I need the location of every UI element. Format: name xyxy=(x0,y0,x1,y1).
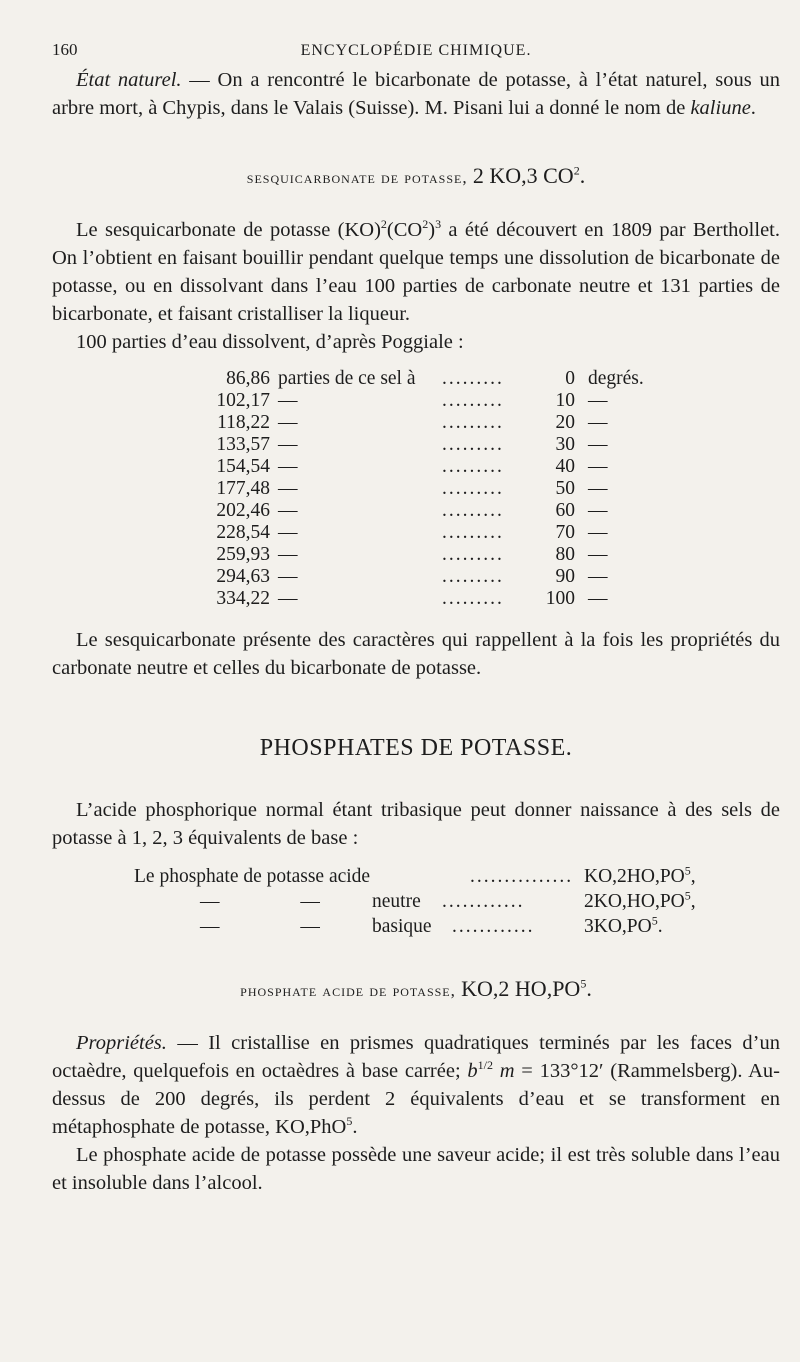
ditto-dashes: — — xyxy=(200,891,358,912)
running-header xyxy=(52,36,780,66)
temperature-unit: — xyxy=(588,522,608,543)
formula-main: 2KO,HO,PO xyxy=(584,891,685,912)
solubility-value: 177,48 xyxy=(216,478,270,499)
acide-formula-main: KO,2 HO,PO xyxy=(461,976,581,1001)
temperature-unit: — xyxy=(588,390,608,411)
phosphates-heading: PHOSPHATES DE POTASSE. xyxy=(259,735,573,761)
sesqui-p1-sup3: 3 xyxy=(435,217,442,232)
leader-dots: ......... xyxy=(442,368,504,389)
temperature-unit: — xyxy=(588,412,608,433)
temperature-unit: — xyxy=(588,434,608,455)
page-number: 160 xyxy=(52,40,78,59)
kaliune-name: kaliune xyxy=(690,97,751,119)
table-row xyxy=(52,500,780,522)
sesqui-p1-c: ) xyxy=(428,219,436,241)
sesqui-paragraph-2: 100 parties d’eau dissolvent, d’après Poggiale : xyxy=(76,331,464,353)
solubility-label: — xyxy=(278,566,298,587)
table-row xyxy=(52,434,780,456)
phosphate-acide-heading xyxy=(52,975,780,1005)
leader-dots: ............... xyxy=(470,866,574,887)
sesqui-title-text: sesquicarbonate de potasse, xyxy=(246,168,473,187)
leader-dots: ......... xyxy=(442,500,504,521)
etat-end: . xyxy=(750,97,756,119)
solubility-label: — xyxy=(278,478,298,499)
temperature-value: 10 xyxy=(555,390,575,411)
temperature-value: 100 xyxy=(545,588,575,609)
solubility-value: 102,17 xyxy=(216,390,270,411)
table-row xyxy=(52,368,780,390)
acide-formula xyxy=(461,976,592,1001)
solubility-label: — xyxy=(278,456,298,477)
acide-paragraph-2: Le phosphate acide de potasse possède une saveur acide; il est très soluble dans l’eau et insoluble dans l’alcool. xyxy=(52,1144,780,1194)
leader-dots: ......... xyxy=(442,434,504,455)
solubility-label: — xyxy=(278,500,298,521)
acide-title-text: phosphate acide de potasse, xyxy=(240,981,462,1000)
temperature-unit: — xyxy=(588,544,608,565)
acide-p1-sup: 1/2 xyxy=(477,1058,493,1073)
temperature-value: 90 xyxy=(555,566,575,587)
leader-dots: ............ xyxy=(442,891,525,912)
formula-main: KO,2HO,PO xyxy=(584,866,685,887)
temperature-unit: — xyxy=(588,566,608,587)
etat-label: État naturel. xyxy=(76,69,182,91)
sesqui-p1-d: a été découvert en 1809 par Berthollet. On l’obtient en faisant bouillir pendant quelque temps une dissolution de bicarbonate de potasse, ou en dissolvant dans l’eau 100 parties de carbonate neutre et 131 parties de bicarbonate, et faisant cristalliser la liqueur. xyxy=(52,219,780,325)
acide-formula-sup: 5 xyxy=(580,976,587,991)
solubility-value: 133,57 xyxy=(216,434,270,455)
leader-dots: ......... xyxy=(442,478,504,499)
solubility-label: — xyxy=(278,434,298,455)
leader-dots: ......... xyxy=(442,544,504,565)
etat-naturel-paragraph xyxy=(52,66,780,122)
solubility-value: 202,46 xyxy=(216,500,270,521)
solubility-value: 118,22 xyxy=(217,412,270,433)
leader-dots: ......... xyxy=(442,390,504,411)
acide-p1-sup2: 5 xyxy=(346,1114,353,1129)
leader-dots: ......... xyxy=(442,456,504,477)
solubility-label: — xyxy=(278,412,298,433)
sesquicarbonate-heading xyxy=(52,162,780,192)
formula-sup: 5 xyxy=(651,913,658,928)
temperature-unit: — xyxy=(588,478,608,499)
solubility-label: — xyxy=(278,390,298,411)
phosphates-table xyxy=(52,863,780,941)
solubility-label: — xyxy=(278,544,298,565)
leader-dots: ......... xyxy=(442,412,504,433)
temperature-unit: — xyxy=(588,456,608,477)
table-row xyxy=(52,522,780,544)
temperature-unit: — xyxy=(588,500,608,521)
sesqui-formula-end: . xyxy=(579,163,586,188)
table-row xyxy=(52,456,780,478)
formula-end: , xyxy=(690,891,696,912)
formula-end: , xyxy=(690,866,696,887)
sesqui-p1-sup1: 2 xyxy=(380,217,387,232)
table-row xyxy=(52,566,780,588)
proprietes-label: Propriétés. xyxy=(76,1032,167,1054)
sesqui-formula-sup: 2 xyxy=(573,163,580,178)
temperature-value: 70 xyxy=(555,522,575,543)
solubility-value: 259,93 xyxy=(216,544,270,565)
formula-sup: 5 xyxy=(684,863,691,878)
solubility-label: — xyxy=(278,588,298,609)
sesqui-paragraph-1 xyxy=(52,216,780,328)
temperature-value: 80 xyxy=(555,544,575,565)
temperature-value: 20 xyxy=(555,412,575,433)
phosphate-formula xyxy=(584,863,696,888)
table-row xyxy=(52,544,780,566)
sesqui-formula xyxy=(473,163,585,188)
ditto-dashes: — — xyxy=(200,916,358,937)
phosphate-formula xyxy=(584,888,696,913)
leader-dots: ......... xyxy=(442,588,504,609)
acide-p1-d: = 133°12′ (Rammelsberg). Au-dessus de 200 degrés, ils perdent 2 équivalents d’eau et se transforment en métaphosphate de potasse, KO,PhO xyxy=(52,1060,781,1138)
solubility-value: 294,63 xyxy=(216,566,270,587)
phosphate-row xyxy=(52,913,780,941)
sesqui-p1-b: (CO xyxy=(386,219,423,241)
formula-sup: 5 xyxy=(684,888,691,903)
solubility-label: — xyxy=(278,522,298,543)
solubility-value: 86,86 xyxy=(226,368,270,389)
phosphate-row xyxy=(52,888,780,916)
table-row xyxy=(52,588,780,610)
temperature-value: 40 xyxy=(555,456,575,477)
solubility-value: 154,54 xyxy=(216,456,270,477)
sesqui-paragraph-3: Le sesquicarbonate présente des caractères qui rappellent à la fois les propriétés du carbonate neutre et celles du bicarbonate de potasse. xyxy=(52,629,780,679)
proprietes-paragraph xyxy=(52,1029,780,1141)
solubility-table xyxy=(52,368,780,610)
page xyxy=(52,36,780,1197)
acide-p1-c: m xyxy=(492,1060,515,1082)
phosphates-intro: L’acide phosphorique normal étant tribasique peut donner naissance à des sels de potasse à 1, 2, 3 équivalents de base : xyxy=(52,799,780,849)
leader-dots: ......... xyxy=(442,566,504,587)
leader-dots: ......... xyxy=(442,522,504,543)
sesqui-p1-a: Le sesquicarbonate de potasse (KO) xyxy=(76,219,381,241)
sesqui-p1-sup2: 2 xyxy=(422,217,429,232)
phosphate-label: Le phosphate de potasse acide xyxy=(134,866,371,887)
leader-dots: ............ xyxy=(452,916,535,937)
temperature-value: 30 xyxy=(555,434,575,455)
temperature-unit: degrés. xyxy=(588,368,644,389)
temperature-value: 60 xyxy=(555,500,575,521)
solubility-label: parties de ce sel à xyxy=(278,368,416,389)
table-row xyxy=(52,412,780,434)
running-title: ENCYCLOPÉDIE CHIMIQUE. xyxy=(300,42,532,59)
sesqui-formula-main: 2 KO,3 CO xyxy=(472,163,574,188)
phosphate-row xyxy=(52,863,780,891)
etat-text: — On a rencontré le bicarbonate de potasse, à l’état naturel, sous un arbre mort, à Chypis, dans le Valais (Suisse). M. Pisani lui a donné le nom de xyxy=(52,69,780,119)
acide-p1-a: — Il cristallise en prismes quadratiques terminés par les faces d’un octaèdre, quelquefois en octaèdres à base carrée; xyxy=(52,1032,780,1082)
phosphate-variant: neutre xyxy=(372,891,421,912)
solubility-value: 334,22 xyxy=(216,588,270,609)
temperature-value: 0 xyxy=(565,368,575,389)
acide-p1-b: b xyxy=(467,1060,478,1082)
temperature-value: 50 xyxy=(555,478,575,499)
table-row xyxy=(52,478,780,500)
formula-main: 3KO,PO xyxy=(584,916,652,937)
phosphate-formula xyxy=(584,913,663,938)
phosphate-variant: basique xyxy=(372,916,432,937)
solubility-value: 228,54 xyxy=(216,522,270,543)
acide-p1-e: . xyxy=(352,1116,358,1138)
acide-formula-end: . xyxy=(586,976,592,1001)
table-row xyxy=(52,390,780,412)
temperature-unit: — xyxy=(588,588,608,609)
formula-end: . xyxy=(657,916,663,937)
